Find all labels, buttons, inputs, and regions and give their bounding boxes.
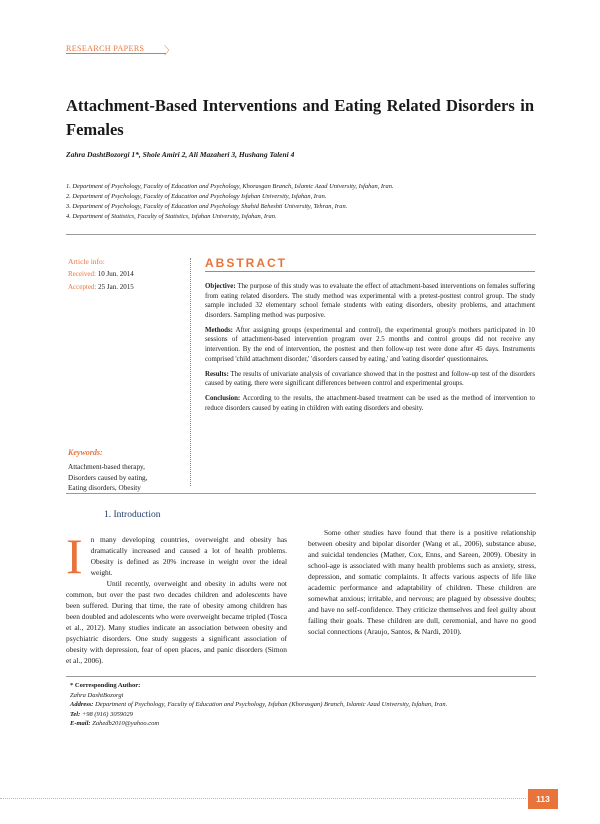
- footnote-author-name: Zahra DashtBozorgi: [70, 691, 124, 699]
- author-list: Zahra DashtBozorgi 1*, Shole Amiri 2, Ali Mazaheri 3, Hushang Taleni 4: [66, 150, 295, 159]
- address-label: Address:: [70, 701, 94, 709]
- section-tag: RESEARCH PAPERS: [66, 44, 145, 53]
- conclusion-text: According to the results, the attachment-based treatment can be used as the method of intervention to reduce disorders caused by eating in children with eating disorders and obesity.: [205, 395, 535, 413]
- section-tag-underline: [66, 53, 166, 54]
- conclusion-label: Conclusion:: [205, 395, 241, 403]
- abstract-conclusion: [205, 394, 535, 413]
- email-label: E-mail:: [70, 720, 91, 728]
- intro-paragraph: n many developing countries, overweight and obesity has dramatically increased and caused a lot of health problems. Obesity is defined as 20% increase in weight over the ideal weight.: [90, 535, 287, 577]
- introduction-heading: 1. Introduction: [104, 510, 161, 520]
- abstract-heading: ABSTRACT: [205, 256, 287, 270]
- footnote-email: [70, 719, 536, 729]
- abstract-body: [205, 282, 535, 419]
- received-date: 10 Jun. 2014: [97, 270, 134, 278]
- abstract-results: [205, 370, 535, 389]
- results-label: Results:: [205, 370, 229, 378]
- results-text: The results of univariate analysis of covariance showed that in the posttest and follow-up test of the disorders caused by eating, there were significant differences between control and experimental groups.: [205, 370, 535, 388]
- methods-text: After assigning groups (experimental and control), the experimental group's mothers participated in 10 sessions of attachment-based intervention program over 2.5 months and control groups did not receive any intervention. By the end of intervention, the posttest and then follow-up test were done after 45 days. Instruments comprised 'child attachment disorder,' 'disorders caused by eating,' and 'eating disorder' questionnaires.: [205, 326, 535, 363]
- affiliation-item: 4. Department of Statistics, Faculty of Statistics, Isfahan University, Isfahan, Iran.: [66, 213, 277, 220]
- intro-paragraph: Until recently, overweight and obesity in adults were not common, but over the past two decades children and adolescents have been suffered. During that time, the rate of obesity among children has been doubled and adolescents who were overweight became tripled (Tosca et al., 2012). Many studies indicate an association between obesity and psychiatric disorders. One study suggests a significant association of obesity with depression, fear of open places, and panic disorders (Simon et al., 2006).: [66, 579, 287, 665]
- vertical-dotted-divider: [190, 258, 191, 486]
- paper-title: Attachment-Based Interventions and Eating Related Disorders in Females: [66, 96, 534, 139]
- affiliation-item: 3. Department of Psychology, Faculty of Education and Psychology Shahid Beheshti University, Tehran, Iran.: [66, 203, 348, 210]
- intro-left-column: [66, 510, 287, 666]
- abstract-heading-underline: [205, 271, 535, 272]
- keywords-list: [68, 462, 183, 494]
- drop-cap: I: [66, 528, 83, 584]
- accepted-date-row: [68, 283, 134, 291]
- footnote-address: [70, 700, 536, 710]
- intro-right-column: [308, 527, 536, 637]
- accepted-date: 25 Jan. 2015: [98, 283, 134, 291]
- email-text: Zahedb2010@yahoo.com: [90, 720, 160, 728]
- affiliation-item: 2. Department of Psychology, Faculty of Education and Psychology Isfahan University, Isfahan, Iran.: [66, 193, 327, 200]
- article-info-heading: Article info:: [68, 257, 105, 266]
- footer-dotted-line: [0, 798, 526, 799]
- methods-label: Methods:: [205, 326, 233, 334]
- tel-text: +98 (916) 3059029: [80, 710, 133, 718]
- footnote-divider: [66, 676, 536, 677]
- address-text: Department of Psychology, Faculty of Education and Psychology, Isfahan (Khorasgan) Branch, Islamic Azad University, Isfahan, Iran.: [93, 701, 448, 709]
- footnote-heading: * Corresponding Author:: [70, 682, 141, 689]
- intro-left-text: [66, 528, 287, 666]
- corresponding-author-footnote: [70, 681, 536, 729]
- objective-text: The purpose of this study was to evaluate the effect of attachment-based interventions on females suffering from eating related disorders. The study method was experimental with a pretest-posttest control group. The study sample included 32 elementary school female students with eating disorders, obesity problems, and attachment disorders. Sampling method was purposive.: [205, 283, 535, 319]
- tel-label: Tel:: [70, 710, 81, 718]
- abstract-objective: [205, 282, 535, 320]
- chevron-right-icon: 〉: [164, 45, 175, 57]
- keyword-item: Attachment-based therapy,: [68, 463, 145, 471]
- affiliation-list: [66, 182, 536, 222]
- received-date-row: [68, 270, 134, 278]
- received-label: Received:: [68, 270, 96, 278]
- keyword-item: Disorders caused by eating,: [68, 473, 148, 482]
- affiliation-item: 1. Department of Psychology, Faculty of Education and Psychology, Khorasgan Branch, Islamic Azad University, Isfahan, Iran.: [66, 183, 394, 190]
- divider-bottom: [66, 493, 536, 494]
- accepted-label: Accepted:: [68, 283, 97, 291]
- footnote-tel: [70, 710, 536, 720]
- intro-paragraph: Some other studies have found that there is a positive relationship between obesity and bipolar disorder (Wang et al., 2006), substance abuse, and suicidal tendencies (Mather, Cox, Enns, and Sareen, 2009). Obesity in school-age is associated with many health problems such as anxiety, stress, depression, and somatic complaints. It affects various aspects of life like academic performance and adaptability of children. These children are somewhat anxious; irritable, and nervous; are plagued by obsessive doubts; and have no self-confidence. They criticize themselves and feel guilty about failing their goals. These children are dull, ceremonial, and have no good social connections (Araujo, Santos, & Nardi, 2010).: [308, 528, 536, 636]
- keyword-item: Eating disorders, Obesity: [68, 484, 141, 492]
- objective-label: Objective:: [205, 283, 236, 290]
- keywords-heading: Keywords:: [68, 448, 103, 457]
- divider-top: [66, 234, 536, 235]
- page-number: 113: [528, 789, 558, 809]
- abstract-methods: [205, 326, 535, 364]
